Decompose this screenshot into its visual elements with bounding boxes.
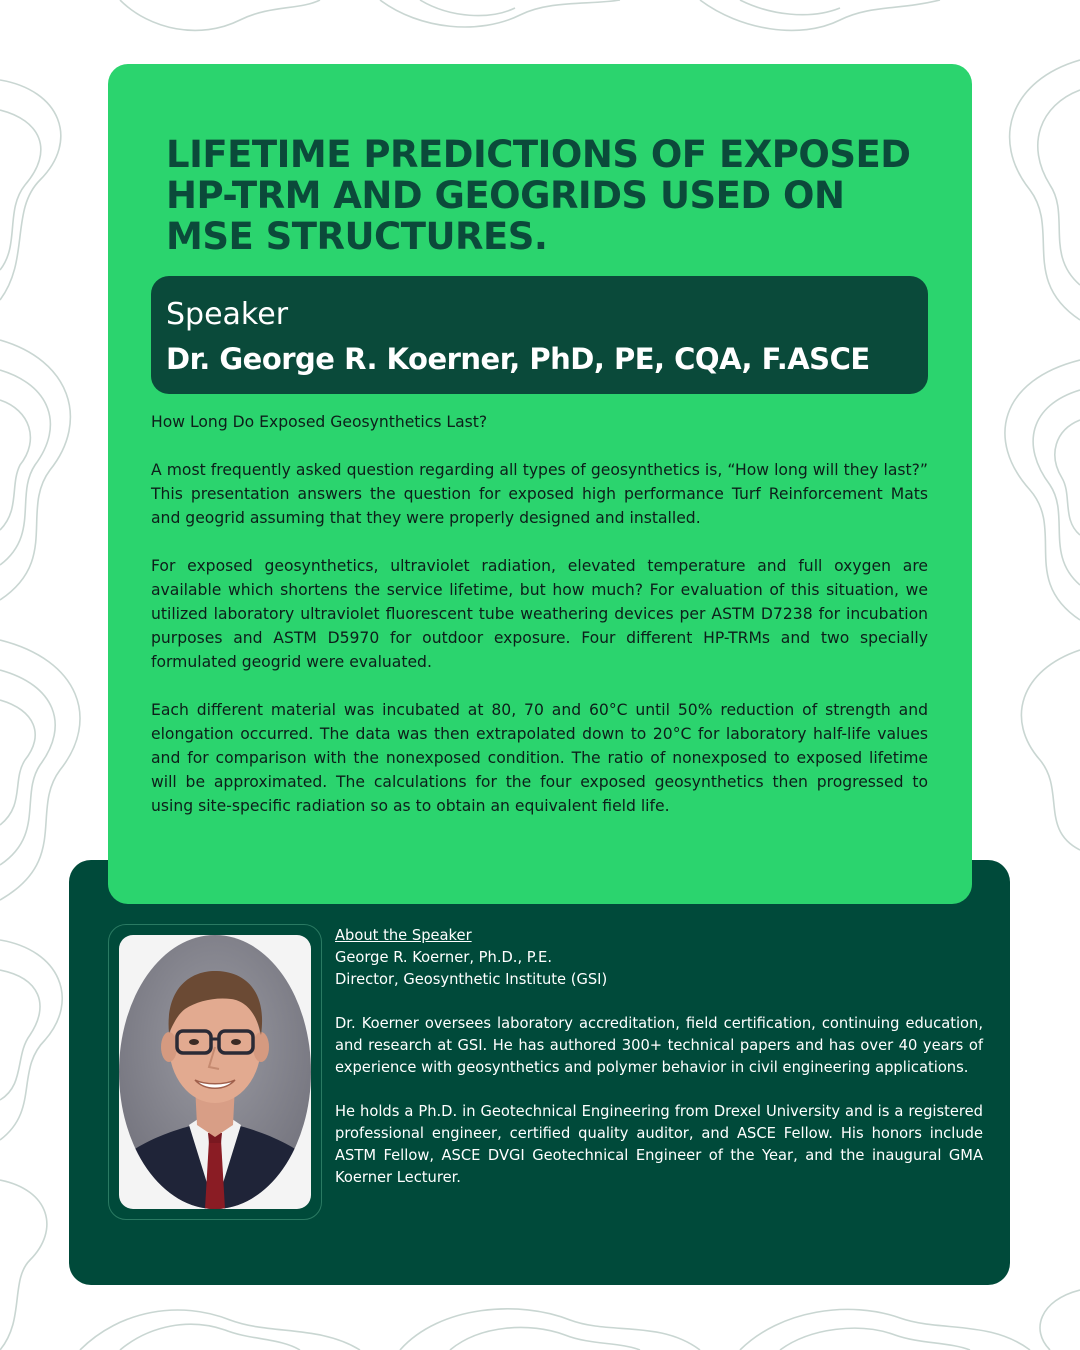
about-speaker xyxy=(335,925,983,1189)
speaker-name: Dr. George R. Koerner, PhD, PE, CQA, F.ASCE xyxy=(166,342,870,376)
abstract-paragraph: Each different material was incubated at 80, 70 and 60°C until 50% reduction of strength and elongation occurred. The data was then extrapolated down to 20°C for laboratory half-life values and for comparison with the nonexposed condition. The ratio of nonexposed to exposed lifetime will be approximated. The calculations for the four exposed geosynthetics then progressed to using site-specific radiation so as to obtain an equivalent field life. xyxy=(151,701,928,815)
abstract-paragraph: A most frequently asked question regarding all types of geosynthetics is, “How long will they last?” This presentation answers the question for exposed high performance Turf Reinforcement Mats and geogrid assuming that they were properly designed and installed. xyxy=(151,461,928,527)
abstract-question: How Long Do Exposed Geosynthetics Last? xyxy=(151,413,488,431)
session-title: LIFETIME PREDICTIONS OF EXPOSED HP-TRM AND GEOGRIDS USED ON MSE STRUCTURES. xyxy=(166,133,911,258)
speaker-banner xyxy=(151,276,928,394)
speaker-label: Speaker xyxy=(166,297,289,332)
speaker-photo-frame xyxy=(108,924,322,1220)
session-card xyxy=(108,64,972,904)
about-name: George R. Koerner, Ph.D., P.E. xyxy=(335,949,552,966)
about-role: Director, Geosynthetic Institute (GSI) xyxy=(335,971,608,988)
about-paragraph: He holds a Ph.D. in Geotechnical Engineering from Drexel University and is a registered professional engineer, certified quality auditor, and ASCE Fellow. His honors include ASTM Fellow, ASCE DVGI Geotechnical Engineer of the Year, and the inaugural GMA Koerner Lecturer. xyxy=(335,1103,983,1186)
abstract-paragraph: For exposed geosynthetics, ultraviolet radiation, elevated temperature and full oxygen are available which shortens the service lifetime, but how much? For evaluation of this situation, we utilized laboratory ultraviolet fluorescent tube weathering devices per ASTM D7238 for incubation purposes and ASTM D5970 for outdoor exposure. Four different HP-TRMs and two specially formulated geogrid were evaluated. xyxy=(151,557,928,671)
abstract xyxy=(151,410,928,842)
about-paragraph: Dr. Koerner oversees laboratory accreditation, field certification, continuing education, and research at GSI. He has authored 300+ technical papers and has over 40 years of experience with geosynthetics and polymer behavior in civil engineering applications. xyxy=(335,1015,983,1076)
about-heading: About the Speaker xyxy=(335,927,472,944)
speaker-photo xyxy=(119,935,311,1209)
